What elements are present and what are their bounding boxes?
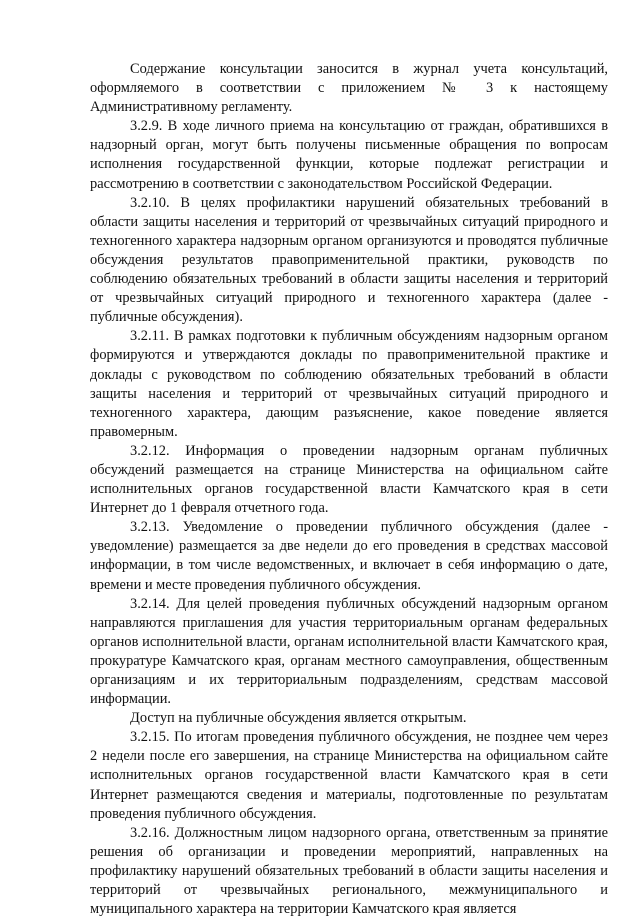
paragraph-3-2-10: 3.2.10. В целях профилактики нарушений обязательных требований в области защиты населения и территорий от чрезвычайных ситуаций природного и техногенного характера надзорным органом организуются и проводятся публичные обсуждения результатов правоприменительной практики, руководств по соблюдению обязательных требований в области защиты населения и территорий от чрезвычайных ситуаций природного и техногенного характера (далее - публичные обсуждения). (90, 194, 608, 326)
paragraph-3-2-15: 3.2.15. По итогам проведения публичного обсуждения, не позднее чем через 2 недели после его завершения, на странице Министерства на официальном сайте исполнительных органов государственной власти Камчатского края в сети Интернет размещаются сведения и материалы, подготовленные по результатам проведения публичного обсуждения. (90, 729, 608, 822)
paragraph-open-access: Доступ на публичные обсуждения является открытым. (130, 710, 467, 727)
paragraph-3-2-13: 3.2.13. Уведомление о проведении публичного обсуждения (далее - уведомление) размещается за две недели до его проведения в средствах массовой информации, в том числе ведомственных, и включает в себя информацию о дате, времени и месте проведения публичного обсуждения. (90, 519, 608, 593)
paragraph-3-2-12: 3.2.12. Информация о проведении надзорным органам публичных обсуждений размещается на странице Министерства на официальном сайте исполнительных органов государственной власти Камчатского края в сети Интернет до 1 февраля отчетного года. (90, 442, 608, 517)
paragraph-3-2-14: 3.2.14. Для целей проведения публичных обсуждений надзорным органом направляются приглашения для участия территориальным органам федеральных органов исполнительной власти, органам исполнительной власти Камчатского края, прокуратуре Камчатского края, органам местного самоуправления, общественным организациям и их территориальным подразделениям, средствам массовой информации. (90, 595, 608, 708)
paragraph-3-2-16: 3.2.16. Должностным лицом надзорного органа, ответственным за принятие решения об организации и проведении мероприятий, направленных на профилактику нарушений обязательных требований в области защиты населения и территорий от чрезвычайных регионального, межмуниципального и муниципального характера на территории Камчатского края является (90, 824, 608, 918)
paragraph-3-2-9: 3.2.9. В ходе личного приема на консультацию от граждан, обратившихся в надзорный орган, могут быть получены письменные обращения по вопросам исполнения государственной функции, которые подлежат регистрации и рассмотрению в соответствии с законодательством Российской Федерации. (90, 118, 608, 192)
paragraph-3-2-11: 3.2.11. В рамках подготовки к публичным обсуждениям надзорным органом формируются и утверждаются доклады по правоприменительной практике и доклады с руководством по соблюдению обязательных требований в области защиты населения и территорий от чрезвычайных ситуаций природного и техногенного характера, дающим разъяснение, какое поведение является правомерным. (90, 328, 608, 440)
paragraph-consultation-journal: Содержание консультации заносится в журнал учета консультаций, оформляемого в соответствии с приложением № 3 к настоящему Административному регламенту. (90, 61, 608, 116)
document-body (90, 60, 608, 919)
